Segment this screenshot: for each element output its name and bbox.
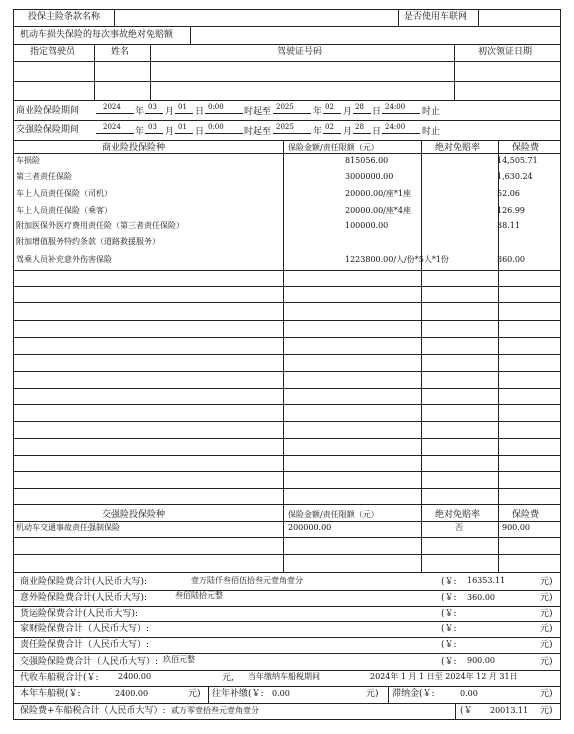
- row-line: [13, 44, 561, 45]
- total-label: 责任险保费合计（人民币大写）:: [20, 640, 150, 650]
- coverage-premium: 900.00: [502, 523, 530, 532]
- coverage-name: 第三者责任保险: [16, 172, 72, 181]
- row-line: [13, 337, 561, 338]
- col-license: 驾驶证号码: [277, 47, 323, 57]
- coverage-amount: 815056.00: [345, 156, 389, 165]
- row-line: [13, 140, 561, 141]
- col-line: [283, 140, 284, 504]
- coverage-name: 车上人员责任保险（乘客）: [16, 206, 112, 215]
- coverage-amount: 3000000.00: [345, 172, 394, 181]
- row-line: [13, 120, 561, 121]
- start-year: 2024: [103, 123, 121, 131]
- yuan-suffix: 元): [540, 577, 553, 587]
- coverage-name: 附加医保外医疗费用责任险（第三者责任保险）: [16, 221, 184, 230]
- yuan-suffix: 元): [540, 609, 553, 619]
- total-label: 意外险保险费合计(人民币大写):: [20, 593, 148, 603]
- header-divider: [190, 26, 191, 44]
- row-line: [13, 302, 561, 303]
- total-label: 家财险保费合计（人民币大写）:: [20, 624, 150, 634]
- total-words: 叁佰陆拾元整: [175, 591, 223, 600]
- end-day: 28: [355, 123, 364, 131]
- start-month: 03: [148, 103, 157, 111]
- tax-year-unit: 元): [188, 689, 201, 699]
- total-amount: 360.00: [467, 593, 495, 602]
- compulsory-col-premium: 保险费: [512, 510, 540, 520]
- col-first-date: 初次领证日期: [478, 47, 533, 57]
- yen-prefix: (￥:: [441, 624, 457, 634]
- coverage-deductible: 否: [455, 523, 463, 532]
- col-line: [208, 686, 209, 703]
- col-driver: 指定驾驶员: [30, 47, 76, 57]
- table-border-left: [13, 9, 14, 720]
- col-line: [421, 504, 422, 572]
- yuan-suffix: 元): [540, 624, 553, 634]
- coverage-name: 机动车交通事故责任强制保险: [16, 523, 120, 532]
- row-line: [13, 371, 561, 372]
- grand-total-prefix: (￥: [460, 706, 473, 716]
- tax-year-value: 2400.00: [115, 689, 149, 698]
- col-line: [94, 44, 95, 100]
- commercial-col-type: 商业险投保险种: [102, 143, 166, 153]
- row-line: [13, 621, 561, 622]
- tax-back-value: 0.00: [272, 689, 290, 698]
- yen-prefix: (￥:: [441, 593, 457, 603]
- start-day: 01: [178, 123, 187, 131]
- col-name: 姓名: [111, 47, 130, 57]
- start-month: 03: [148, 123, 157, 131]
- yuan-suffix: 元): [540, 593, 553, 603]
- row-line: [13, 153, 561, 154]
- row-line: [13, 521, 561, 522]
- row-line: [13, 286, 561, 287]
- coverage-premium: 126.99: [497, 206, 525, 215]
- end-year: 2025: [276, 123, 294, 131]
- row-line: [13, 61, 561, 62]
- coverage-premium: 360.00: [497, 255, 525, 264]
- row-line: [13, 590, 561, 591]
- row-line: [13, 653, 561, 654]
- period-label: 交强险保险期间: [16, 125, 80, 135]
- row-line: [13, 404, 561, 405]
- header-divider: [398, 9, 399, 26]
- total-label: 交强险保险费合计（人民币大写）:: [20, 657, 159, 667]
- start-time: 0:00: [208, 103, 224, 111]
- row-line: [13, 388, 561, 389]
- coverage-premium: 14,505.71: [497, 156, 538, 165]
- total-label: 货运险保费合计(人民币大写):: [20, 609, 139, 619]
- yen-prefix: (￥:: [441, 640, 457, 650]
- total-label: 商业险保险费合计(人民币大写):: [20, 577, 148, 587]
- col-line: [283, 504, 284, 572]
- row-line: [13, 438, 561, 439]
- coverage-amount: 1223800.00/人/份*5人*1份: [345, 255, 449, 264]
- total-amount: 16353.11: [467, 576, 506, 585]
- total-words: 壹万陆仟叁佰伍拾叁元壹角壹分: [191, 576, 303, 585]
- grand-total-unit: 元): [540, 706, 553, 716]
- total-amount: 900.00: [467, 656, 495, 665]
- row-line: [13, 686, 561, 687]
- yuan-suffix: 元): [540, 640, 553, 650]
- row-line: [13, 554, 561, 555]
- start-time: 0:00: [208, 123, 224, 131]
- tax-late-value: 0.00: [460, 689, 478, 698]
- col-line: [150, 44, 151, 100]
- yen-prefix: (￥:: [441, 577, 457, 587]
- coverage-name: 车损险: [16, 156, 40, 165]
- end-month: 02: [325, 103, 334, 111]
- row-line: [13, 670, 561, 671]
- yen-prefix: (￥:: [441, 609, 457, 619]
- yen-prefix: (￥:: [441, 657, 457, 667]
- grand-total-label: 保险费+车船税合计（人民币大写）:: [20, 706, 166, 716]
- col-line: [388, 686, 389, 703]
- row-line: [13, 26, 561, 27]
- deductible-label: 机动车损失保险的每次事故绝对免赔额: [20, 30, 174, 40]
- row-line: [13, 100, 561, 101]
- tax-collect-unit: 元,: [222, 673, 234, 683]
- compulsory-col-type: 交强险投保险种: [102, 510, 166, 520]
- main-clause-label: 投保主险条款名称: [28, 12, 101, 22]
- coverage-amount: 20000.00/座*1座: [345, 189, 411, 198]
- tax-late-label: 滞纳金(￥:: [392, 689, 435, 699]
- coverage-name: 车上人员责任保险（司机）: [16, 189, 112, 198]
- row-line: [13, 572, 561, 573]
- coverage-name: 附加增值服务特约条款（道路救援服务）: [16, 237, 160, 246]
- header-divider: [478, 9, 479, 26]
- row-line: [13, 537, 561, 538]
- row-line: [13, 637, 561, 638]
- coverage-amount: 100000.00: [345, 221, 389, 230]
- coverage-amount: 20000.00/座*4座: [345, 206, 411, 215]
- coverage-premium: 38.11: [497, 221, 520, 230]
- end-time: 24:00: [385, 103, 406, 111]
- row-line: [13, 421, 561, 422]
- coverage-amount: 200000.00: [288, 523, 332, 532]
- end-month: 02: [325, 123, 334, 131]
- row-line: [13, 455, 561, 456]
- period-label: 商业险保险期间: [16, 106, 80, 116]
- commercial-col-deductible: 绝对免赔率: [435, 143, 481, 153]
- compulsory-col-deductible: 绝对免赔率: [435, 510, 481, 520]
- start-day: 01: [178, 103, 187, 111]
- start-year: 2024: [103, 103, 121, 111]
- row-line: [13, 320, 561, 321]
- coverage-name: 驾乘人员补充意外伤害保险: [16, 255, 112, 264]
- tax-collect-value: 2400.00: [118, 672, 152, 681]
- tax-back-unit: 元): [366, 689, 379, 699]
- tax-collect-label: 代收车船税合计(￥:: [20, 673, 99, 683]
- grand-total-words: 贰万零壹拾叁元壹角壹分: [171, 706, 259, 715]
- col-line: [421, 140, 422, 504]
- row-line: [13, 354, 561, 355]
- table-border-right: [560, 9, 561, 720]
- row-line: [13, 488, 561, 489]
- compulsory-col-amount: 保险金额/责任限额（元）: [288, 510, 379, 519]
- grand-total-amount: 20013.11: [490, 706, 529, 715]
- row-line: [13, 606, 561, 607]
- tax-period-label: 当年缴纳车船税期间: [248, 672, 320, 681]
- coverage-premium: 52.06: [497, 189, 520, 198]
- tax-period-value: 2024年 1 月 1 日至 2024年 12 月 31日: [370, 672, 518, 681]
- col-line: [455, 703, 456, 720]
- coverage-premium: 1,630.24: [497, 172, 533, 181]
- tax-year-label: 本年车船税(￥:: [20, 689, 81, 699]
- end-time: 24:00: [385, 123, 406, 131]
- col-line: [454, 44, 455, 100]
- row-line: [13, 270, 561, 271]
- yuan-suffix: 元): [540, 657, 553, 667]
- end-day: 28: [355, 103, 364, 111]
- tax-back-label: 往年补缴(￥:: [212, 689, 264, 699]
- table-border-bottom: [13, 719, 561, 720]
- header-divider: [114, 9, 115, 26]
- commercial-col-amount: 保险金额/责任限额（元）: [288, 143, 379, 152]
- total-words: 玖佰元整: [163, 655, 195, 664]
- commercial-col-premium: 保险费: [512, 143, 540, 153]
- row-line: [13, 81, 561, 82]
- col-line: [498, 504, 499, 572]
- row-line: [13, 703, 561, 704]
- tax-late-unit: 元): [540, 689, 553, 699]
- telematics-label: 是否使用车联网: [404, 12, 468, 22]
- end-year: 2025: [276, 103, 294, 111]
- row-line: [13, 471, 561, 472]
- row-line: [13, 504, 561, 505]
